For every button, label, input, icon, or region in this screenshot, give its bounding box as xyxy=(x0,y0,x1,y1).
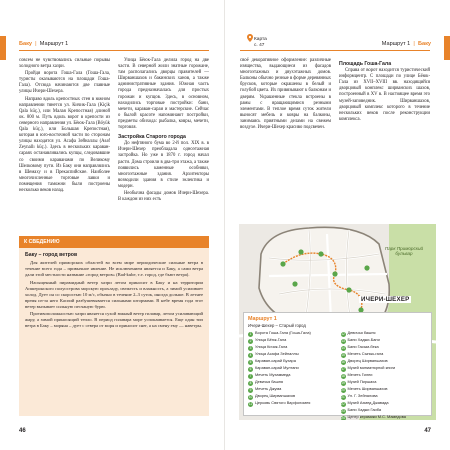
legend-item-label: Музей Ахмед Джавада xyxy=(347,399,389,405)
marker-number-icon: 22 xyxy=(341,401,345,406)
sidebar-body xyxy=(19,248,209,335)
marker-number-icon: 3 xyxy=(249,345,252,350)
legend-item-label: Караван-сарай Мултани xyxy=(255,364,299,370)
legend-item-label: Музей Пиршаха xyxy=(347,378,377,384)
legend-subtitle: Ичери-Шехер – Старый город xyxy=(248,323,306,328)
map-reference-label: Карта xyxy=(254,37,267,42)
legend-item xyxy=(341,337,428,344)
marker-number-icon: 15 xyxy=(341,352,345,357)
running-head-route: Маршрут 1 xyxy=(381,41,411,47)
legend-item xyxy=(341,372,428,379)
marker-number-icon: 10 xyxy=(248,394,253,399)
legend-item-label: Церковь Святого Варфоломея xyxy=(255,399,311,405)
legend-item-label: Девичья башня xyxy=(255,378,283,384)
running-head-separator: | xyxy=(33,41,39,47)
marker-number-icon: 18 xyxy=(341,373,345,378)
paragraph: Справа от ворот находится туристический информцентр. С площади по улице Бёюк-Гала из XVII–XVIII вв. находящийся дворцовый комплекс ширванских шахов, построенный в XV в. В настоящее время это музей-заповедник. Ширваншахов, дворцовый комплекс которого в течение нескольких веков после реконструкции комплекса. xyxy=(339,68,430,122)
legend-item-label: Улица Кичик-Гала xyxy=(255,343,288,349)
body-columns xyxy=(240,58,430,220)
legend-item-label: Музей миниатюрной книги xyxy=(347,364,396,370)
marker-number-icon: 14 xyxy=(341,345,345,350)
legend-item-label: Мечеть Джума xyxy=(255,385,282,391)
legend-list-left xyxy=(248,330,335,421)
map-pin-icon xyxy=(247,34,253,42)
marker-number-icon: 16 xyxy=(341,359,345,364)
marker-number-icon: 19 xyxy=(341,380,345,385)
marker-number-icon: 9 xyxy=(249,387,252,392)
paragraph: Необычна фасады домов Ичери-Шехера. В каждом из них есть xyxy=(118,190,209,203)
legend-item-label: Улица Бёюк-Гала xyxy=(255,336,287,342)
legend-item-label: Караван-сарай Бухара xyxy=(255,357,296,363)
legend-item-label: Дворец Ширваншахов xyxy=(255,392,296,398)
page-number: 47 xyxy=(424,428,431,434)
legend-item xyxy=(341,386,428,393)
legend-item-label: Улица Асафа Зейналлы xyxy=(255,350,299,356)
map-reference-page: с. 47 xyxy=(254,42,265,48)
legend-item xyxy=(341,414,428,421)
legend-item-label: Бани Хаджи-Бани xyxy=(347,336,380,342)
marker-number-icon: 17 xyxy=(341,366,345,371)
sidebar-paragraph: Противоположностью хазри является сухой южный ветер гилавар, летом усиливающий жару, а зимой приносящий тепло. В период гилавара море успокаивается. Еще один тип ветра в Баку – моряна – дует с севера от моря и приносит снег, а на смену ему — наветры. xyxy=(25,311,203,328)
legend-item xyxy=(248,386,335,393)
legend-item xyxy=(248,393,335,400)
old-city-map xyxy=(239,224,436,420)
text-column-1 xyxy=(19,58,110,230)
legend-item-label: Центр керамики М.С. Мамедова xyxy=(347,413,406,419)
page-number: 46 xyxy=(19,428,26,434)
legend-item xyxy=(341,365,428,372)
park-label: Парк Приморский бульвар xyxy=(384,246,424,257)
legend-item xyxy=(248,379,335,386)
map-reference xyxy=(247,34,267,48)
legend-item xyxy=(248,358,335,365)
legend-item-label: Мечеть Сынык-гала xyxy=(347,350,384,356)
legend-item xyxy=(341,393,428,400)
right-page xyxy=(225,0,450,450)
legend-item-label: Мечеть Гилеи xyxy=(347,371,373,377)
legend-item xyxy=(341,379,428,386)
section-heading: Площадь Гоша-Гала xyxy=(339,61,392,67)
header-rule xyxy=(240,50,430,51)
marker-number-icon: 6 xyxy=(249,366,252,371)
legend-item-label: Дворец Ширваншахов xyxy=(347,357,388,363)
running-head-city: Баку xyxy=(417,41,431,47)
legend-item xyxy=(248,351,335,358)
legend-item-label: Мечеть Мухаммеда xyxy=(255,371,291,377)
legend-item xyxy=(248,337,335,344)
legend-list-right xyxy=(341,330,428,421)
marker-number-icon: 8 xyxy=(249,380,252,385)
sidebar-title: Баку – город ветров xyxy=(25,252,78,258)
legend-item xyxy=(248,372,335,379)
marker-number-icon: 24 xyxy=(341,415,345,420)
paragraph: Пройдя ворота Гоша-Гала (Гоша-Гала, туристы оказываются на площади Гоша-Гала). Отсюда начинаются две главные улицы Ичери-Шехера. xyxy=(19,71,110,95)
marker-number-icon: 12 xyxy=(341,331,345,336)
info-sidebar xyxy=(19,236,209,416)
marker-number-icon: 4 xyxy=(249,352,252,357)
legend-item-label: Ул. Г. Зейналова xyxy=(347,392,378,398)
marker-number-icon: 7 xyxy=(249,373,252,378)
section-tab xyxy=(0,36,6,60)
legend-item xyxy=(341,358,428,365)
text-column-1 xyxy=(240,58,331,220)
sidebar-header: К СВЕДЕНИЮ xyxy=(19,236,209,248)
running-head-route: Маршрут 1 xyxy=(39,41,69,47)
legend-item xyxy=(248,344,335,351)
legend-item-label: Бани Хаджи Гаиба xyxy=(347,406,382,412)
marker-number-icon: 23 xyxy=(341,408,345,413)
marker-number-icon: 11 xyxy=(248,401,253,406)
legend-item-label: Бани Гасым-бека xyxy=(347,343,379,349)
district-label: ИЧЕРИ-ШЕХЕР xyxy=(361,296,410,303)
marker-number-icon: 20 xyxy=(341,387,345,392)
legend-item xyxy=(341,351,428,358)
running-head-separator: | xyxy=(411,41,417,47)
text-column-2 xyxy=(118,58,209,230)
paragraph: своё декоративное оформление: различные изящества, выдающиеся из фасадов многоэтажных и двухэтажных домов. Балконы обычно резные в форме деревянных брусков, которые окрашены в белый и голубой цвета. Их привязывают к балконам и дверям. Украшенные стекла встроены в рамы с вращающимися резными элементами. В теплое время суток жители выносят мебель и ковры на балконы, занимаясь приятными делами на свежем воздухе. Ичери-Шехер красиво подсвечен. xyxy=(240,58,331,131)
running-head xyxy=(19,38,68,50)
legend-item xyxy=(248,400,335,407)
sidebar-paragraph: Насыщенный пирамидный ветер хазри летом приносит в Баку и на территории Апшеронского полуострова морскую прохладу, свежесть и влажность, а зимой усиливает холод. Дует он со скоростью 10 м/с, обычно в течение 2–3 суток, иногда дольше. В летнее время из-за него Каспий разбушевывается сильными штормами. В небе время года этот ветер вызывает сильную песчаную бурю. xyxy=(25,279,203,309)
marker-number-icon: 21 xyxy=(341,394,345,399)
map-legend xyxy=(243,312,432,420)
paragraph: До нефтяного бума во 2-й пол. XIX в. в Ичери-Шехер преобладала одноэтажная застройка. Но уже в 1870 г. город начал расти. Дома строили в два-три этажа, а также появились каменные особняки, многоэтажные здания. Архитекторы возводили здания в стиле эклектика и модерн. xyxy=(118,141,209,189)
header-rule xyxy=(19,50,209,51)
text-column-2 xyxy=(339,58,430,220)
section-tab xyxy=(444,36,450,60)
legend-item xyxy=(248,330,335,337)
legend-item xyxy=(341,344,428,351)
marker-number-icon: 2 xyxy=(249,338,252,343)
paragraph: Направо вдоль крепостных стен в южном направлении тянется ул. Кичик-Гала (Kiçik Qala küç.), или Малая Крепостная) длиной ок. 800 м. Путь вдоль ворот в крепости из северного направления ул. Бёюк-Гала (Böyük Qala küç.), или Большая Крепостная), которая в юго-восточной части по сторонам улицы находятся ул. Асафа Зейналлы (Asəf Zeynallı küç.). Здесь в нескольких караван-сараях останавливались купцы, следовавшие со своими караванами по Великому Шелковому пути. Из Баку они направлялись в Шемаху и в Прекаспийские. Наиболее многочисленные торговые лавки и помещения таможни были построены несколько веков назад. xyxy=(19,96,110,193)
legend-title: Маршрут 1 xyxy=(248,316,277,322)
paragraph: совсем не чувствовались сильные порывы холодного ветра хазри. xyxy=(19,58,110,70)
running-head xyxy=(382,38,431,50)
legend-item-label: Девичья башня xyxy=(347,329,376,335)
legend-item-label: Мечеть Ширваншахов xyxy=(347,385,388,391)
body-columns xyxy=(19,58,209,230)
legend-item-label: Ворота Гоша-Гала (Гоша-Гала) xyxy=(255,329,311,335)
running-head-city: Баку xyxy=(19,41,33,47)
paragraph: Улица Бёюк-Гала делила город на две части. В северной жили знатные горожане, там располагались дворцы правителей — Ширваншахов и бакинских ханов, а также административные здания. Южная часть города предназначалась для простых горожан и купцов. Здесь, в основном, находились торговые постройки: бани, мечети, караван-сараи и мастерские. Сейчас о былой красоте напоминают постройки, предметы обихода: рыбалка, ковры, мечети, торговля. xyxy=(118,58,209,131)
section-heading: Застройка Старого города xyxy=(118,134,186,141)
legend-item xyxy=(341,330,428,337)
legend-columns xyxy=(248,330,427,421)
legend-item xyxy=(341,407,428,414)
marker-number-icon: 5 xyxy=(249,359,252,364)
legend-item xyxy=(248,365,335,372)
legend-item xyxy=(341,400,428,407)
marker-number-icon: 13 xyxy=(341,338,345,343)
marker-number-icon: 1 xyxy=(249,331,252,336)
sidebar-paragraph: Для жителей приморских областей во всем мире периодические сильные ветра в течение всего года – привычное явление. Не исключением является и Баку, а сами ветра дали этой местности название «город ветров» (Bad-kube, т.е. город, где бьют ветра). xyxy=(25,260,203,277)
